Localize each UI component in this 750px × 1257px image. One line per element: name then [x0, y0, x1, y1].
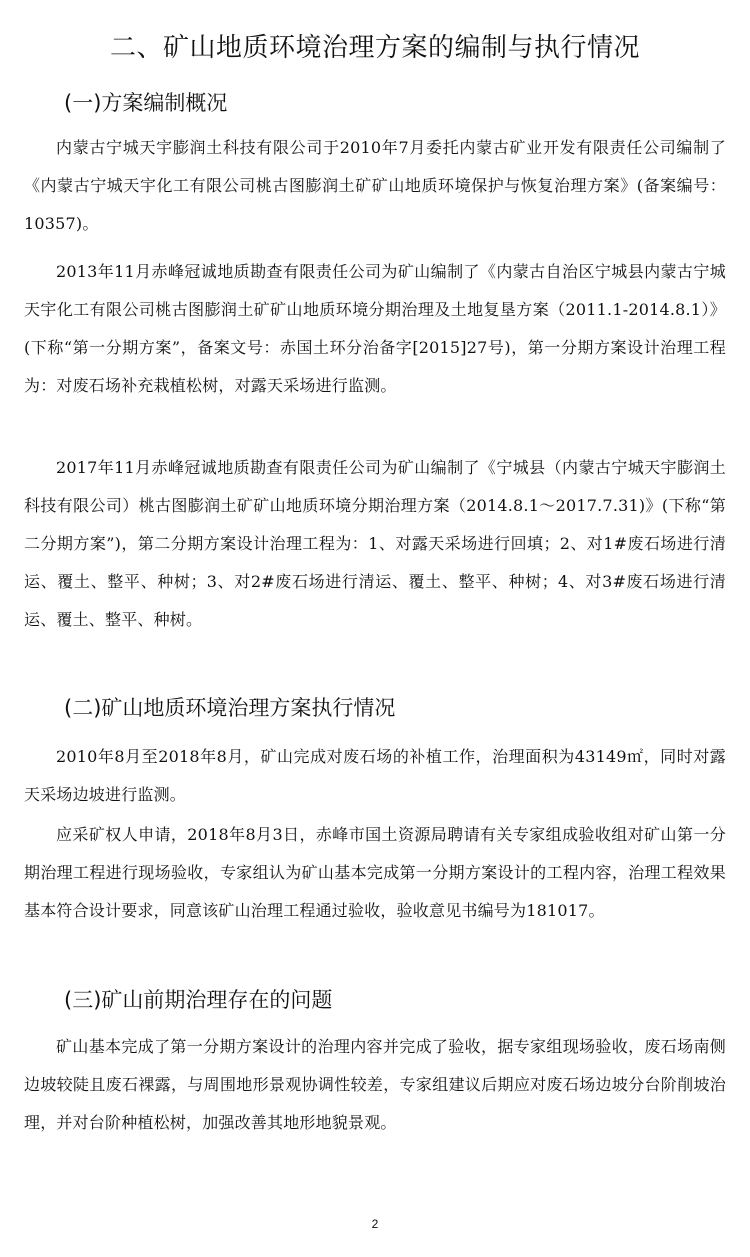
- section-heading-2: (二)矿山地质环境治理方案执行情况: [64, 696, 396, 720]
- section-heading-1: (一)方案编制概况: [64, 91, 228, 115]
- section-1-paragraph-3: 2017年11月赤峰冠诚地质勘查有限责任公司为矿山编制了《宁城县（内蒙古宁城天宇膨润土科技有限公司）桃古图膨润土矿矿山地质环境分期治理方案（2014.8.1～2017.7.31)》(下称“第二分期方案”)，第二分期方案设计治理工程为：1、对露天采场进行回填；2、对1#废石场进行清运、覆土、整平、种树；3、对2#废石场进行清运、覆土、整平、种树；4、对3#废石场进行清运、覆土、整平、种树。: [24, 458, 726, 629]
- section-heading-3: (三)矿山前期治理存在的问题: [64, 988, 333, 1012]
- page-title: 二、矿山地质环境治理方案的编制与执行情况: [109, 33, 640, 63]
- section-2-paragraph-1: 2010年8月至2018年8月，矿山完成对废石场的补植工作，治理面积为43149㎡，同时对露天采场边坡进行监测。: [24, 747, 726, 804]
- section-3-paragraph-1: 矿山基本完成了第一分期方案设计的治理内容并完成了验收，据专家组现场验收，废石场南侧边坡较陡且废石裸露，与周围地形景观协调性较差，专家组建议后期应对废石场边坡分台阶削坡治理，并对台阶种植松树，加强改善其地形地貌景观。: [24, 1037, 726, 1132]
- section-1-paragraph-1: 内蒙古宁城天宇膨润土科技有限公司于2010年7月委托内蒙古矿业开发有限责任公司编制了《内蒙古宁城天宇化工有限公司桃古图膨润土矿矿山地质环境保护与恢复治理方案》(备案编号：10357)。: [24, 138, 726, 233]
- page-number: 2: [371, 1217, 379, 1231]
- section-2-paragraph-2: 应采矿权人申请，2018年8月3日，赤峰市国土资源局聘请有关专家组成验收组对矿山第一分期治理工程进行现场验收，专家组认为矿山基本完成第一分期方案设计的工程内容，治理工程效果基本符合设计要求，同意该矿山治理工程通过验收，验收意见书编号为181017。: [24, 825, 726, 920]
- section-1-paragraph-2: 2013年11月赤峰冠诚地质勘查有限责任公司为矿山编制了《内蒙古自治区宁城县内蒙古宁城天宇化工有限公司桃古图膨润土矿矿山地质环境分期治理及土地复垦方案（2011.1-2014.8.1）》(下称“第一分期方案”，备案文号：赤国土环分治备字[2015]27号)，第一分期方案设计治理工程为：对废石场补充栽植松树，对露天采场进行监测。: [24, 262, 726, 395]
